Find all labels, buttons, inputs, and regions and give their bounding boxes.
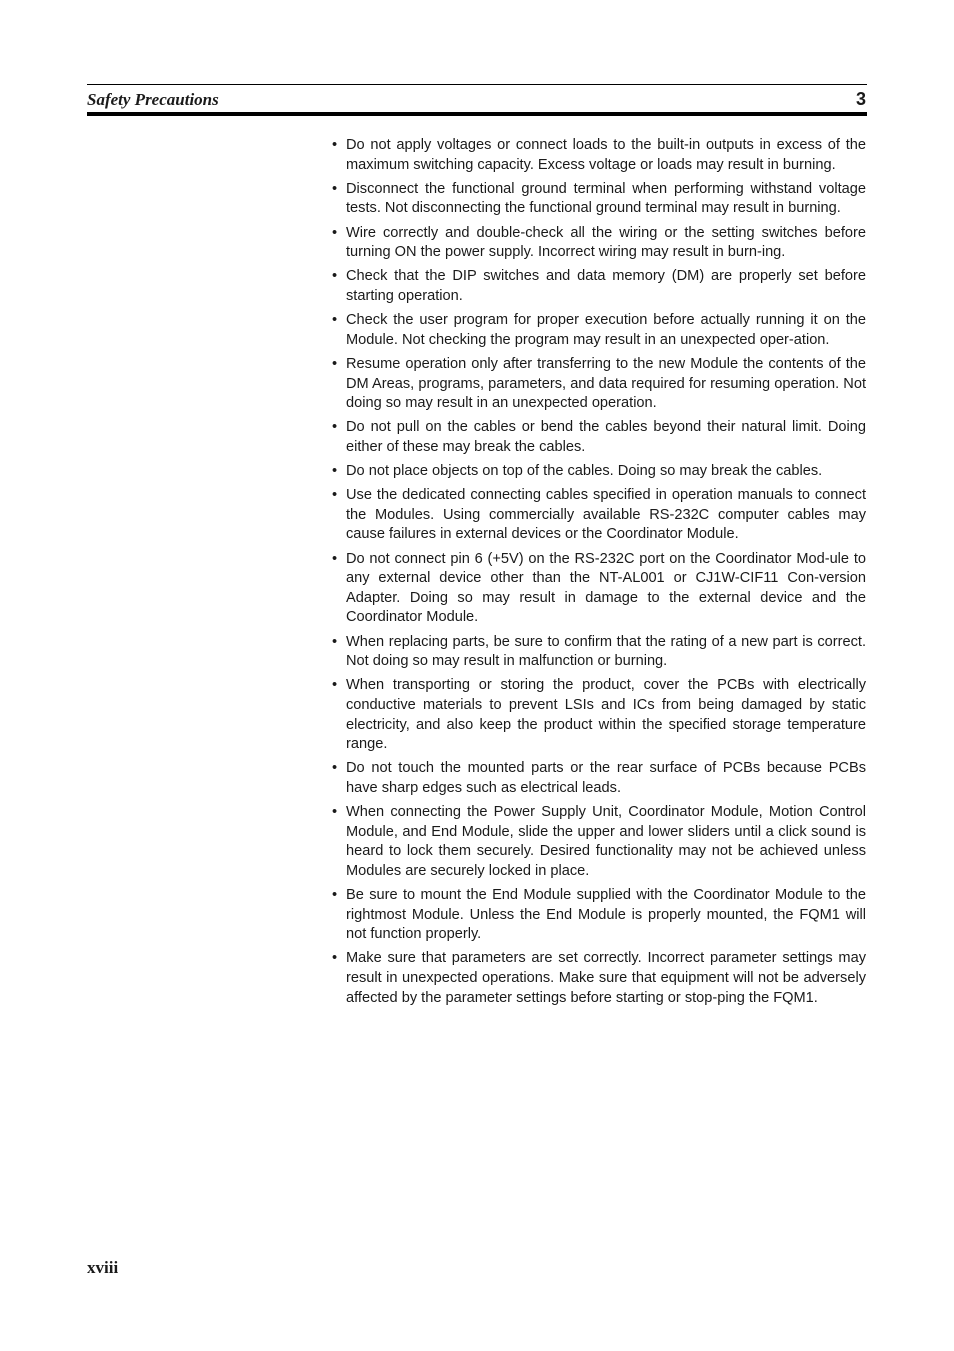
list-item-text: Check the user program for proper execution before actually running it on the Module. Not checking the program may result in an unexpected oper-ation. — [346, 312, 866, 348]
list-item — [332, 676, 866, 754]
list-item-text: Do not place objects on top of the cables. Doing so may break the cables. — [346, 463, 823, 480]
list-item — [332, 803, 866, 881]
list-item-text: Do not connect pin 6 (+5V) on the RS-232C port on the Coordinator Mod-ule to any external device other than the NT-AL001 or CJ1W-CIF11 Con-version Adapter. Doing so may result in damage to the external device and the Coordinator Module. — [346, 550, 866, 626]
list-item — [332, 759, 866, 798]
list-item-text: When connecting the Power Supply Unit, Coordinator Module, Motion Control Module, and End Module, slide the upper and lower sliders until a click sound is heard to lock them securely. Desired functionality may not be achieved unless Modules are securely locked in place. — [346, 804, 866, 879]
list-item-text: Be sure to mount the End Module supplied with the Coordinator Module to the rightmost Module. Unless the End Module is properly mounted, the FQM1 will not function properly. — [346, 887, 866, 943]
list-item — [332, 267, 866, 306]
bullet-icon: • — [332, 887, 338, 904]
list-item-text: Do not apply voltages or connect loads to the built-in outputs in excess of the maximum switching capacity. Excess voltage or loads may result in burning. — [346, 137, 866, 173]
safety-precautions-list — [332, 136, 866, 1013]
bullet-icon: • — [332, 760, 338, 777]
bullet-icon: • — [332, 268, 338, 285]
page-number: xviii — [87, 1258, 119, 1277]
list-item — [332, 136, 866, 175]
header-bottom-rule — [87, 112, 867, 116]
list-item-text: When replacing parts, be sure to confirm that the rating of a new part is correct. Not doing so may result in malfunction or burning. — [346, 633, 866, 670]
bullet-icon: • — [332, 804, 338, 821]
list-item — [332, 462, 866, 482]
list-item-text: Resume operation only after transferring to the new Module the contents of the DM Areas, programs, parameters, and data required for resuming operation. Not doing so may result in an unexpected operation. — [346, 355, 866, 412]
bullet-icon: • — [332, 355, 338, 372]
list-item-text: Disconnect the functional ground terminal when performing withstand voltage tests. Not disconnecting the functional ground terminal may result in burning. — [346, 180, 866, 217]
bullet-icon: • — [332, 950, 338, 967]
list-item — [332, 949, 866, 1008]
bullet-icon: • — [332, 463, 338, 480]
list-item — [332, 418, 866, 457]
list-item-text: Do not pull on the cables or bend the cables beyond their natural limit. Doing either of these may break the cables. — [346, 419, 866, 455]
list-item — [332, 886, 866, 945]
list-item-text: Do not touch the mounted parts or the rear surface of PCBs because PCBs have sharp edges such as electrical leads. — [346, 760, 866, 796]
list-item — [332, 355, 866, 414]
list-item-text: Check that the DIP switches and data memory (DM) are properly set before starting operation. — [346, 268, 866, 304]
list-item-text: When transporting or storing the product, cover the PCBs with electrically conductive materials to prevent LSIs and ICs from being damaged by static electricity, and also keep the product within the specified storage temperature range. — [346, 677, 866, 753]
list-item — [332, 311, 866, 350]
bullet-icon: • — [332, 677, 338, 694]
bullet-icon: • — [332, 224, 338, 241]
section-number: 3 — [855, 89, 866, 109]
bullet-icon: • — [332, 419, 338, 436]
bullet-icon: • — [332, 633, 338, 650]
section-title: Safety Precautions — [87, 90, 219, 109]
bullet-icon: • — [332, 312, 338, 329]
bullet-icon: • — [332, 180, 338, 197]
list-item — [332, 550, 866, 628]
list-item — [332, 486, 866, 545]
list-item — [332, 180, 866, 219]
list-item-text: Make sure that parameters are set correctly. Incorrect parameter settings may result in unexpected operations. Make sure that equipment will not be adversely affected by the parameter settings before starting or stop-ping the FQM1. — [346, 950, 866, 1006]
bullet-icon: • — [332, 137, 338, 153]
list-item-text: Wire correctly and double-check all the wiring or the setting switches before turning ON the power supply. Incorrect wiring may result in burn-ing. — [346, 224, 866, 261]
list-item — [332, 224, 866, 263]
list-item — [332, 633, 866, 672]
bullet-icon: • — [332, 487, 338, 504]
list-item-text: Use the dedicated connecting cables specified in operation manuals to connect the Modules. Using commercially available RS-232C computer cables may cause failures in external devices or the Coordinator Module. — [346, 487, 866, 543]
header-top-rule — [87, 84, 867, 85]
bullet-icon: • — [332, 550, 338, 567]
page-header — [87, 88, 867, 112]
